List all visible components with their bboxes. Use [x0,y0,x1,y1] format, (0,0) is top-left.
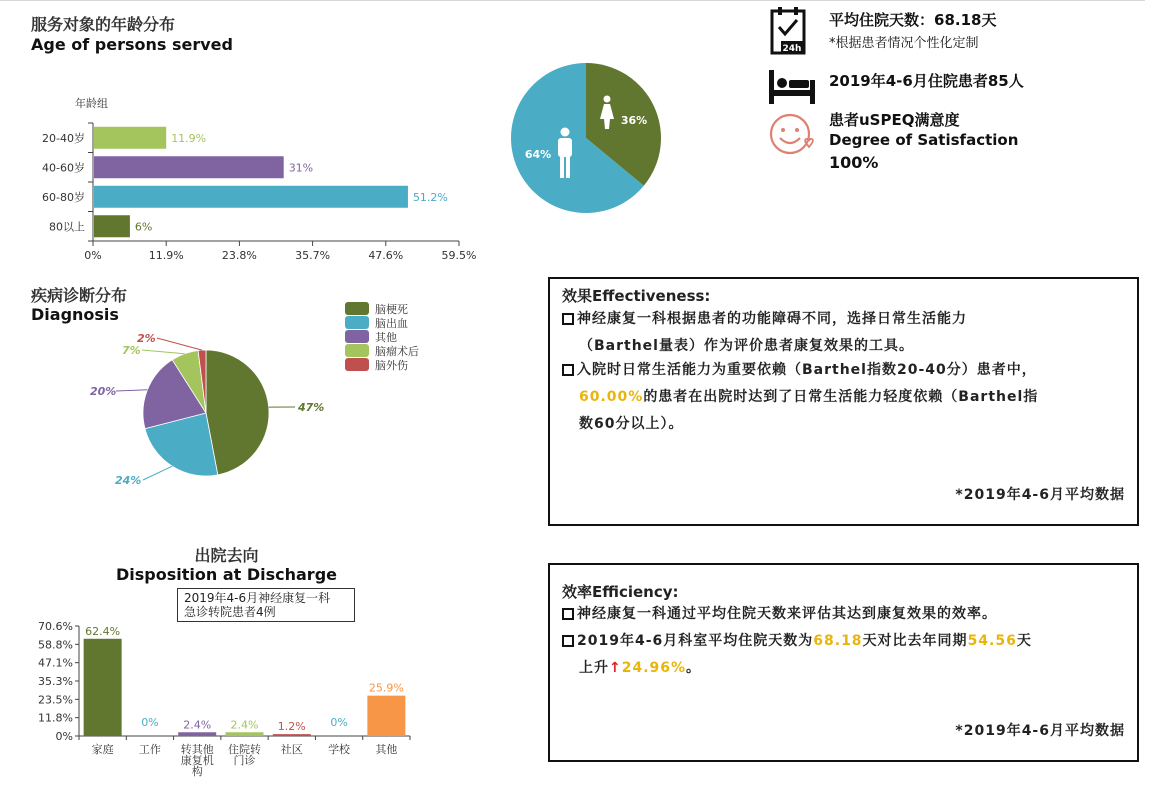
age-value-label: 51.2% [412,190,448,204]
effectiveness-title: 效果Effectiveness: [562,287,711,305]
discharge-category-label: 其他 [375,743,398,756]
age-value-label: 31% [288,161,314,175]
discharge-category-label: 住院转 [228,743,261,756]
age-x-tick-label: 0% [84,249,102,262]
discharge-y-tick-label: 47.1% [38,656,73,670]
diagnosis-leader-line [157,338,202,350]
age-value-label: 11.9% [171,131,207,145]
efficiency-bullet-2: 2019年4-6月科室平均住院天数为68.18天对比去年同期54.56天 上升↑24.96%。 [562,628,1032,682]
gender-slice-label: 64% [524,148,552,161]
effectiveness-bullet-1: 神经康复一科根据患者的功能障碍不同，选择日常生活能力 （Barthel量表）作为评价患者康复效果的工具。 [562,306,967,360]
diagnosis-leader-line [143,466,172,480]
age-title-cn: 服务对象的年龄分布 [31,15,176,34]
efficiency-bullet-1: 神经康复一科通过平均住院天数来评估其达到康复效果的效率。 [562,601,997,628]
gender-slice-label: 36% [620,114,648,127]
diagnosis-title-cn: 疾病诊断分布 [31,286,128,305]
discharge-value-label: 2.4% [183,718,212,732]
checkbox-icon [562,364,574,376]
diagnosis-slice-label: 24% [115,474,142,487]
age-x-tick-label: 23.8% [221,249,257,262]
effectiveness-box [548,277,1139,526]
satisfaction-title-cn: 患者uSPEQ满意度 [829,111,960,129]
legend-label: 脑瘤术后 [375,345,419,358]
legend-swatch [345,316,369,329]
age-axis-title: 年龄组 [75,97,108,110]
discharge-value-label: 0% [330,716,348,729]
discharge-value-label: 25.9% [368,681,404,695]
age-category-label: 60-80岁 [42,190,85,204]
age-x-tick-label: 47.6% [368,249,404,262]
checkbox-icon [562,608,574,620]
diagnosis-pie-chart [80,325,360,495]
checkbox-icon [562,635,574,647]
discharge-bar [367,696,405,736]
diagnosis-leader-line [142,350,185,354]
satisfaction-title-en: Degree of Satisfaction [829,131,1019,149]
diagnosis-legend [345,301,455,381]
discharge-title-cn: 出院去向 [194,546,259,565]
discharge-note-line2: 急诊转院患者4例 [184,605,276,619]
discharge-category-label: 学校 [328,743,351,756]
clock-24h-icon [770,7,806,57]
effectiveness-bullet-2: 入院时日常生活能力为重要依赖（Barthel指数20-40分）患者中， 60.00%的患者在出院时达到了日常生活能力轻度依赖（Barthel指 数60分以上）。 [562,357,1038,438]
discharge-title-en: Disposition at Discharge [116,565,337,584]
diagnosis-legend-item[interactable] [345,357,408,373]
discharge-category-label: 工作 [138,743,161,756]
effectiveness-footnote: *2019年4-6月平均数据 [955,487,1125,503]
age-value-label: 6% [134,220,153,234]
age-x-tick-label: 59.5% [441,249,477,262]
discharge-note-line1: 2019年4-6月神经康复一科 [184,591,331,605]
legend-label: 脑梗死 [375,303,408,316]
hospital-bed-icon [767,68,817,106]
satisfaction-value: 100% [829,153,879,172]
discharge-category-label: 门诊 [233,754,256,767]
diagnosis-pie-slice [206,350,269,475]
age-title-en: Age of persons served [31,35,233,54]
discharge-y-tick-label: 23.5% [38,693,73,707]
age-x-tick-label: 11.9% [148,249,184,262]
avg-stay-label: 平均住院天数：68.18天 [829,11,997,29]
discharge-y-tick-label: 0% [55,730,73,743]
age-bar-chart [0,90,500,265]
discharge-value-label: 2.4% [230,718,259,732]
discharge-category-label: 构 [191,765,203,778]
discharge-bar-chart [0,615,440,795]
age-bar [94,127,166,149]
legend-swatch [345,358,369,371]
svg-text:24h: 24h [782,44,802,54]
age-category-label: 20-40岁 [42,131,85,145]
age-bar [94,215,130,237]
legend-label: 脑外伤 [375,359,408,372]
patients-count: 2019年4-6月住院患者85人 [829,72,1024,90]
discharge-bar [226,732,264,736]
discharge-y-tick-label: 70.6% [38,620,73,633]
discharge-category-label: 康复机 [180,754,214,767]
legend-label: 脑出血 [375,317,408,330]
legend-swatch [345,330,369,343]
discharge-y-tick-label: 58.8% [38,638,73,652]
diagnosis-slice-label: 20% [90,385,117,398]
gender-pie-chart [505,57,670,217]
diagnosis-slice-label: 7% [122,344,141,357]
legend-swatch [345,302,369,315]
up-arrow-icon: ↑ [609,660,622,676]
age-bar [94,156,284,178]
avg-stay-note: *根据患者情况个性化定制 [829,36,979,51]
efficiency-title: 效率Efficiency: [562,583,679,601]
top-divider [0,0,1145,1]
discharge-category-label: 家庭 [91,743,114,756]
legend-label: 其他 [375,331,397,344]
discharge-value-label: 62.4% [85,624,121,638]
discharge-value-label: 0% [141,716,159,729]
diagnosis-title-en: Diagnosis [31,305,119,324]
diagnosis-leader-line [116,390,147,391]
legend-swatch [345,344,369,357]
discharge-y-tick-label: 35.3% [38,675,73,688]
age-x-tick-label: 35.7% [295,249,331,262]
discharge-bar [178,732,216,736]
diagnosis-slice-label: 2% [137,332,156,345]
checkbox-icon [562,313,574,325]
discharge-category-label: 转其他 [180,743,214,756]
age-category-label: 40-60岁 [42,161,85,175]
age-bar [94,186,408,208]
smiley-face-icon [768,110,818,158]
diagnosis-slice-label: 47% [298,401,325,414]
discharge-category-label: 社区 [280,743,303,756]
discharge-bar [273,734,311,736]
discharge-value-label: 1.2% [277,720,306,734]
discharge-y-tick-label: 11.8% [38,711,73,725]
efficiency-footnote: *2019年4-6月平均数据 [955,723,1125,739]
discharge-bar [84,639,122,736]
age-category-label: 80以上 [49,220,85,234]
efficiency-box [548,563,1139,762]
